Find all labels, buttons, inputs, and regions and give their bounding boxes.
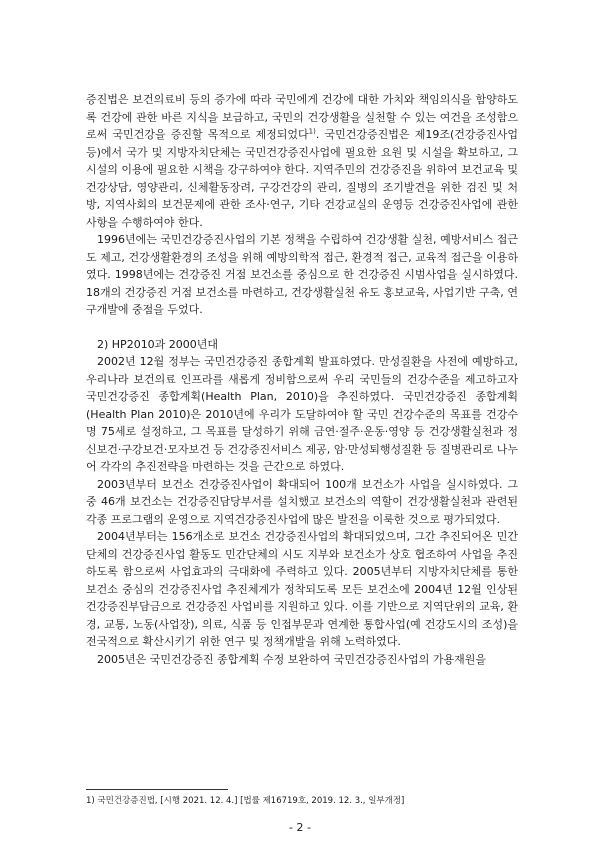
footnote: 1) 국민건강증진법, [시행 2021. 12. 4.] [법률 제16719호, 2019. 12. 3., 일부개정] (86, 796, 405, 806)
paragraph (86, 91, 518, 231)
footnote-divider (86, 789, 228, 790)
section-heading: 2) HP2010과 2000년대 (97, 337, 219, 351)
paragraph-text: . 국민건강증진법은 제19조(건강증진사업 등)에서 국가 및 지방자치단체는 국민건강증진사업에 필요한 요원 및 시설을 확보하고, 그 시설의 이용에 필요한 시책을 강구하여야 한다. 지역주민의 건강증진을 위하여 보건교육 및 건강상담, 영양관리, 신체활동장려, 구강건강의 관리, 질병의 조기발견을 위한 검진 및 처방, 지역사회의 보건문제에 관한 조사·연구, 기타 건강교실의 운영등 건강증진사업에 관한 사항을 수행하여야 한다. (86, 128, 518, 229)
spacer (86, 319, 518, 336)
paragraph: 1996년에는 국민건강증진사업의 기본 정책을 수립하여 건강생활 실천, 예방서비스 접근도 제고, 건강생활환경의 조성을 위해 예방의학적 접근, 환경적 접근, 교육적 접근을 이용하였다. 1998년에는 건강증진 거점 보건소를 중심으로 한 건강증진 시범사업을 실시하였다. 18개의 건강증진 거점 보건소를 마련하고, 건강생활실천 유도 홍보교육, 사업기반 구축, 연구개발에 중점을 두었다. (86, 233, 518, 316)
paragraph: 2003년부터 보건소 건강증진사업이 확대되어 100개 보건소가 사업을 실시하였다. 그 중 46개 보건소는 건강증진담당부서를 설치했고 보건소의 역할이 건강생활실천과 관련된 각종 프로그램의 운영으로 지역건강증진사업에 많은 발전을 이룩한 것으로 평가되었다. (86, 477, 518, 526)
paragraph-text: 증진법은 보건의료비 등의 증가에 따라 국민에게 건강에 대한 가치와 책임의식을 함양하도록 건강에 관한 바른 지식을 보급하고, 국민의 건강생활을 실천할 수 있는 여건을 조성함으로써 국민건강을 증진할 목적으로 제정되었다 (86, 93, 518, 141)
footnote-reference: 1) (308, 127, 316, 136)
paragraph: 2004년부터는 156개소로 보건소 건강증진사업의 확대되었으며, 그간 추진되어온 민간단체의 건강증진사업 활동도 민간단체의 시도 지부와 보건소가 상호 협조하여 사업을 추진하도록 함으로써 사업효과의 극대화에 주력하고 있다. 2005년부터 지방자치단체를 통한 보건소 중심의 건강증진사업 추진체계가 정착되도록 모든 보건소에 2004년 12월 인상된 건강증진부담금으로 건강증진 사업비를 지원하고 있다. 이를 기반으로 지역단위의 교육, 환경, 교통, 노동(사업장), 의료, 식품 등 인접부문과 연계한 통합사업(예 건강도시의 조성)을 전국적으로 확산시키기 위한 연구 및 정책개발을 위해 노력하였다. (86, 530, 518, 648)
paragraph: 2005년은 국민건강증진 종합계획 수정 보완하여 국민건강증진사업의 가용재원을 (97, 652, 487, 666)
body-text (86, 91, 518, 668)
paragraph: 2002년 12월 정부는 국민건강증진 종합계획 발표하였다. 만성질환을 사전에 예방하고, 우리나라 보건의료 인프라를 새롭게 정비함으로써 우리 국민들의 건강수준을 제고하고자 국민건강증진 종합계획(Health Plan, 2010)을 추진하였다. 국민건강증진 종합계획(Health Plan 2010)은 2010년에 우리가 도달하여야 할 국민 건강수준의 목표를 건강수명 75세로 설정하고, 그 목표를 달성하기 위해 금연·절주·운동·영양 등 건강생활실천과 정신보건·구강보건·모자보건 등 건강증진서비스 제공, 암·만성퇴행성질환 등 질병관리로 나누어 각각의 추진전략을 마련하는 것을 근간으로 하였다. (86, 355, 518, 473)
page-number: - 2 - (289, 821, 311, 834)
